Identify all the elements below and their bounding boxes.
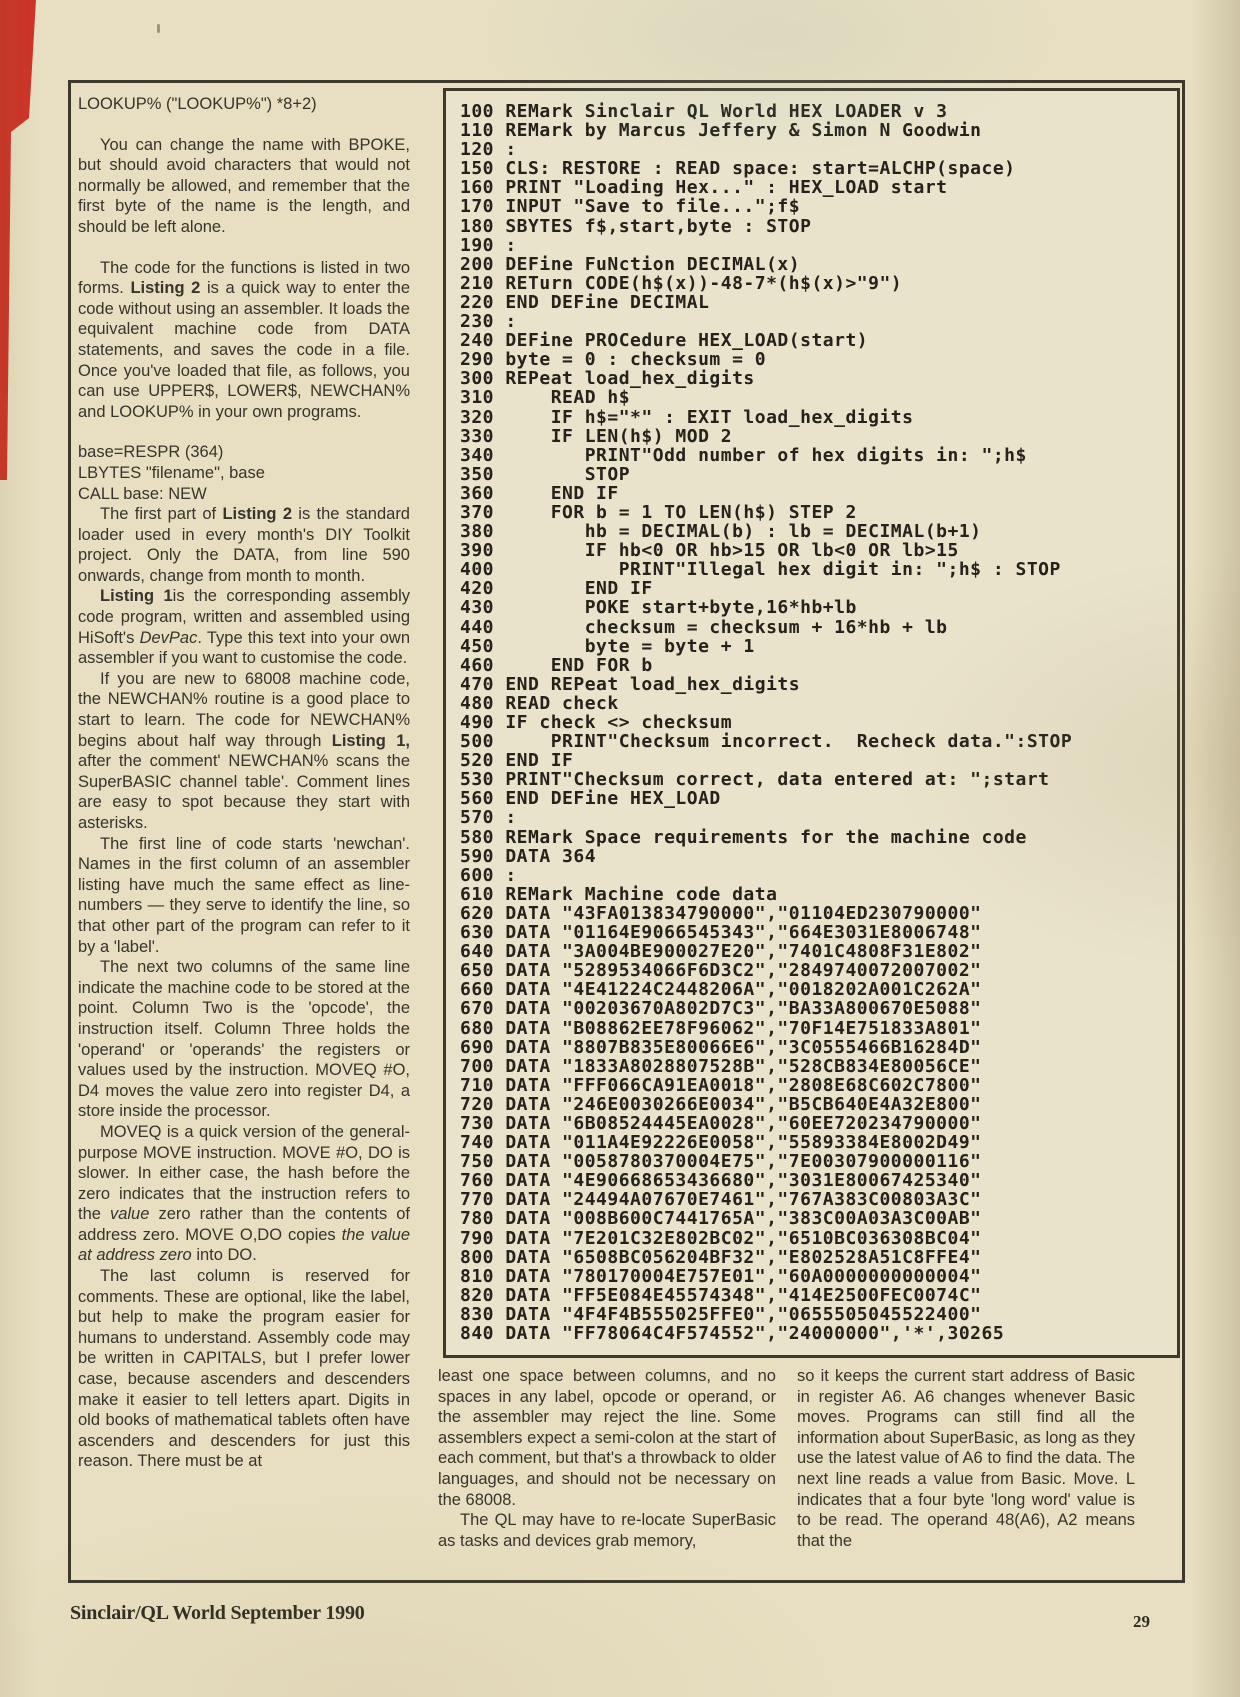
plain-line <box>78 94 410 115</box>
listing-line: 390 IF hb<0 OR hb>15 OR lb<0 OR lb>15 <box>460 540 959 562</box>
listing-line: 210 RETurn CODE(h$(x))-48-7*(h$(x)>"9") <box>460 272 903 294</box>
text-segment: The code for the functions is listed in two forms. <box>78 258 410 298</box>
red-page-edge-mark <box>0 0 40 480</box>
listing-line: 220 END DEFine DECIMAL <box>460 291 710 313</box>
paragraph-gap <box>78 422 410 442</box>
text-segment: The next two columns of the same line indicate the machine code to be stored at the point. Column Two is the 'opcode', the instruction itself. Column Three holds the 'operand' or 'operands' the registers or values used by the instruction. MOVEQ #O, D4 moves the value zero into register D4, a store inside the processor. <box>78 958 410 1121</box>
article-left-column <box>78 94 410 1472</box>
magazine-footer-title: Sinclair/QL World September 1990 <box>70 1602 365 1624</box>
text-segment: . Type this text into your own assembler if you want to customise the code. <box>78 628 410 668</box>
text-segment: value <box>109 1205 150 1224</box>
listing-line: 400 PRINT"Illegal hex digit in: ";h$ : STOP <box>460 559 1061 581</box>
listing-line: 760 DATA "4E90668653436680","3031E80067425340" <box>460 1170 982 1192</box>
listing-line: 470 END REPeat load_hex_digits <box>460 673 801 695</box>
text-segment: Listing 2 <box>222 505 292 524</box>
text-segment: after the comment' NEWCHAN% scans the SuperBASIC channel table'. Comment lines are easy to spot because they start with asterisks. <box>78 752 410 832</box>
text-segment: is the standard loader used in every month's DIY Toolkit project. Only the DATA, from line 590 onwards, change from month to month. <box>78 505 410 585</box>
listing-line: 680 DATA "B08862EE78F96062","70F14E751833A801" <box>460 1017 982 1039</box>
paragraph <box>797 1366 1135 1551</box>
paragraph <box>78 1122 410 1266</box>
paragraph <box>438 1510 776 1551</box>
listing-line: 740 DATA "011A4E92226E0058","55893384E8002D49" <box>460 1132 982 1154</box>
text-segment: the value at address zero <box>78 1225 411 1265</box>
text-segment: The first line of code starts 'newchan'. Names in the first column of an assembler listing have much the same effect as line-numbers — they serve to identify the line, so that other part of the program can refer to it by a 'label'. <box>78 834 410 956</box>
listing-line: 790 DATA "7E201C32E802BC02","6510BC036308BC04" <box>460 1227 982 1249</box>
listing-line: 460 END FOR b <box>460 654 653 676</box>
listing-line: 480 READ check <box>460 692 619 714</box>
listing-line: 200 DEFine FuNction DECIMAL(x) <box>460 253 801 275</box>
listing-line: 120 : <box>460 139 517 161</box>
text-segment: Listing 1, <box>331 731 410 750</box>
listing-line: 800 DATA "6508BC056204BF32","E802528A51C8FFE4" <box>460 1246 982 1268</box>
listing-line: 520 END IF <box>460 750 574 772</box>
listing-line: 310 READ h$ <box>460 387 631 409</box>
text-segment: Listing 1 <box>100 587 173 606</box>
listing-line: 830 DATA "4F4F4B555025FFE0","0655505045522400" <box>460 1303 982 1325</box>
paragraph <box>78 258 410 423</box>
inline-code-line: base=RESPR (364) <box>78 443 224 462</box>
text-segment: DevPac <box>139 628 198 647</box>
listing-line: 700 DATA "1833A8028807528B","528CB834E80056CE" <box>460 1055 982 1077</box>
listing-line: 780 DATA "008B600C7441765A","383C00A03A3C00AB" <box>460 1208 982 1230</box>
paragraph-gap <box>78 238 410 258</box>
listing-line: 580 REMark Space requirements for the machine code <box>460 826 1027 848</box>
listing-line: 330 IF LEN(h$) MOD 2 <box>460 425 733 447</box>
text-segment: You can change the name with BPOKE, but should avoid characters that would not normally be allowed, and remember that the first byte of the name is the length, and should be left alone. <box>78 135 410 236</box>
text-segment: is the corresponding assembly code program, written and assembled using HiSoft's <box>78 587 410 647</box>
listing-line: 620 DATA "43FA013834790000","01104ED230790000" <box>460 902 982 924</box>
listing-line: 720 DATA "246E0030266E0034","B5CB640E4A32E800" <box>460 1093 982 1115</box>
listing-line: 290 byte = 0 : checksum = 0 <box>460 349 767 371</box>
listing-line: 190 : <box>460 234 517 256</box>
listing-line: 240 DEFine PROCedure HEX_LOAD(start) <box>460 330 869 352</box>
text-segment: least one space between columns, and no spaces in any label, opcode or operand, or the assembler may reject the line. Some assemblers expect a semi-colon at the start of each comment, but that's a throwback to older languages, and should not be necessary on the 68008. <box>438 1367 776 1509</box>
listing-line: 710 DATA "FFF066CA91EA0018","2808E68C602C7800" <box>460 1074 982 1096</box>
listing-line: 750 DATA "0058780370004E75","7E00307900000116" <box>460 1151 982 1173</box>
listing-line: 610 REMark Machine code data <box>460 883 778 905</box>
listing-line: 730 DATA "6B08524445EA0028","60EE720234790000" <box>460 1112 982 1134</box>
listing-line: 690 DATA "8807B835E80066E6","3C0555466B16284D" <box>460 1036 982 1058</box>
listing-line: 360 END IF <box>460 482 619 504</box>
listing-line: 300 REPeat load_hex_digits <box>460 368 755 390</box>
listing-line: 840 DATA "FF78064C4F574552","24000000",'*',30265 <box>460 1323 1005 1344</box>
listing-line: 820 DATA "FF5E084E45574348","414E2500FEC0074C" <box>460 1284 982 1306</box>
scan-speck <box>157 24 160 33</box>
paragraph <box>438 1366 776 1510</box>
listing-line: 370 FOR b = 1 TO LEN(h$) STEP 2 <box>460 501 857 523</box>
inline-code-block <box>78 442 410 504</box>
text-segment: so it keeps the current start address of Basic in register A6. A6 changes whenever Basic moves. Programs can still find all the information about SuperBasic, as long as they use the latest value of A6 to find the data. The next line reads a value from Basic. Move. L indicates that a four byte 'long word' value is to be read. The operand 48(A6), A2 means that the <box>797 1367 1135 1550</box>
listing-line: 170 INPUT "Save to file...";f$ <box>460 196 801 218</box>
listing-line: 600 : <box>460 864 517 886</box>
listing-line: 530 PRINT"Checksum correct, data entered at: ";start <box>460 769 1050 791</box>
listing-line: 100 REMark Sinclair QL World HEX LOADER v 3 <box>460 101 948 122</box>
text-segment: LOOKUP% ("LOOKUP%") *8+2) <box>78 95 317 113</box>
inline-code-line: CALL base: NEW <box>78 484 207 503</box>
text-segment: zero rather than the contents of address zero. MOVE O,DO copies <box>78 1205 410 1244</box>
text-segment: If you are new to 68008 machine code, the NEWCHAN% routine is a good place to start to learn. The code for NEWCHAN% begins about half way through <box>78 669 410 750</box>
listing-line: 590 DATA 364 <box>460 845 597 867</box>
listing-line: 630 DATA "01164E9066545343","664E3031E8006748" <box>460 922 982 944</box>
listing-line: 350 STOP <box>460 463 631 485</box>
paragraph <box>78 834 410 958</box>
listing-line: 430 POKE start+byte,16*hb+lb <box>460 597 857 619</box>
listing-line: 150 CLS: RESTORE : READ space: start=ALCHP(space) <box>460 158 1016 180</box>
listing-box <box>443 88 1180 1358</box>
text-segment: The last column is reserved for comments. These are optional, like the label, but help to make the program easier for humans to understand. Assembly code may be written in CAPITALS, but I prefer lower case, because ascenders and descenders make it easier to tell letters apart. Digits in old books of mathematical tablets often have ascenders and descenders for just this reason. There must be at <box>78 1267 410 1471</box>
listing-line: 810 DATA "780170004E757E01","60A0000000000004" <box>460 1265 982 1287</box>
listing-line: 380 hb = DECIMAL(b) : lb = DECIMAL(b+1) <box>460 521 982 543</box>
listing-line: 160 PRINT "Loading Hex..." : HEX_LOAD start <box>460 177 948 199</box>
paragraph <box>78 669 410 834</box>
inline-code-line: LBYTES "filename", base <box>78 463 265 482</box>
paragraph-gap <box>78 115 410 135</box>
text-segment: MOVEQ is a quick version of the general-purpose MOVE instruction. MOVE #O, DO is slower. In either case, the hash before the zero indicates that the instruction refers to the <box>78 1122 410 1224</box>
listing-line: 570 : <box>460 807 517 829</box>
paragraph <box>78 957 410 1122</box>
text-segment: The first part of <box>100 505 223 524</box>
listing-line: 640 DATA "3A004BE900027E20","7401C4808F31E802" <box>460 941 982 963</box>
paragraph <box>78 586 410 668</box>
listing-line: 450 byte = byte + 1 <box>460 635 755 657</box>
listing-line: 180 SBYTES f$,start,byte : STOP <box>460 215 812 237</box>
text-segment: The QL may have to re-locate SuperBasic as tasks and devices grab memory, <box>438 1511 776 1550</box>
page-number: 29 <box>1133 1612 1150 1631</box>
listing-line: 670 DATA "00203670A802D7C3","BA33A800670E5088" <box>460 998 982 1020</box>
text-segment: into DO. <box>191 1246 257 1265</box>
listing-line: 320 IF h$="*" : EXIT load_hex_digits <box>460 406 914 428</box>
text-segment: is a quick way to enter the code without using an assembler. It loads the equivalent machine code from DATA statements, and saves the code in a file. Once you've loaded that file, as follows, you can use UPPER$, LOWER$, NEWCHAN% and LOOKUP% in your own programs. <box>78 279 411 421</box>
listing-line: 110 REMark by Marcus Jeffery & Simon N Goodwin <box>460 120 982 142</box>
listing-line: 770 DATA "24494A07670E7461","767A383C00803A3C" <box>460 1189 982 1211</box>
listing-line: 660 DATA "4E41224C2448206A","0018202A001C262A" <box>460 979 982 1001</box>
listing-line: 340 PRINT"Odd number of hex digits in: ";h$ <box>460 444 1027 466</box>
article-bottom-middle-column <box>438 1366 776 1551</box>
listing-line: 490 IF check <> checksum <box>460 712 733 733</box>
basic-listing <box>460 102 1072 1343</box>
listing-line: 650 DATA "5289534066F6D3C2","2849740072007002" <box>460 960 982 982</box>
paragraph <box>78 135 410 238</box>
paragraph <box>78 504 410 586</box>
listing-line: 420 END IF <box>460 578 653 600</box>
listing-line: 500 PRINT"Checksum incorrect. Recheck data.":STOP <box>460 731 1073 753</box>
listing-line: 230 : <box>460 311 517 333</box>
text-segment: Listing 2 <box>130 279 201 298</box>
article-bottom-right-column <box>797 1366 1135 1551</box>
paragraph <box>78 1266 410 1472</box>
listing-line: 440 checksum = checksum + 16*hb + lb <box>460 616 948 638</box>
listing-line: 560 END DEFine HEX_LOAD <box>460 788 721 810</box>
